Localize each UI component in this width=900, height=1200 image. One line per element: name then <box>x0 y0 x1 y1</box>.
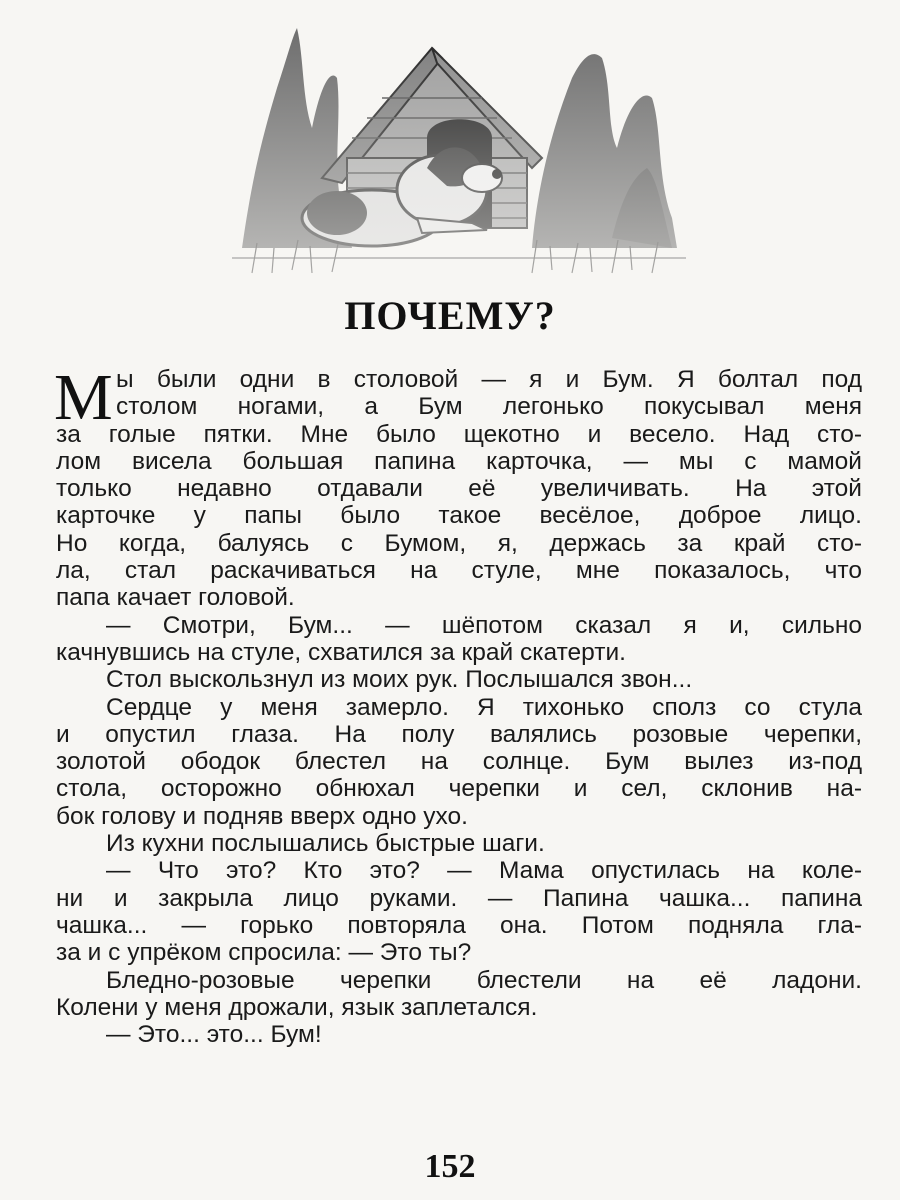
text-line: Но когда, балуясь с Бумом, я, держась за край сто- <box>56 529 862 557</box>
page-number: 152 <box>424 1148 476 1185</box>
dog-kennel-illustration <box>232 18 686 280</box>
text-line: ы были одни в столовой — я и Бум. Я болтал под <box>116 366 862 393</box>
text-line: за и с упрёком спросила: — Это ты? <box>56 939 472 967</box>
text-line: качнувшись на стуле, схватился за край скатерти. <box>56 638 626 666</box>
text-line: Бледно-розовые черепки блестели на её ладони. <box>106 966 862 994</box>
story-body <box>54 361 862 1049</box>
text-line: Сердце у меня замерло. Я тихонько сполз со стула <box>106 693 862 721</box>
text-line: за голые пятки. Мне было щекотно и весело. Над сто- <box>56 420 862 448</box>
text-line: стола, осторожно обнюхал черепки и сел, склонив на- <box>56 775 862 803</box>
text-line: Колени у меня дрожали, язык заплетался. <box>56 993 538 1021</box>
story-title: ПОЧЕМУ? <box>344 293 556 338</box>
text-line: Стол выскользнул из моих рук. Послышался звон... <box>106 666 693 694</box>
text-line: ни и закрыла лицо руками. — Папина чашка... папина <box>56 884 862 912</box>
text-line: и опустил глаза. На полу валялись розовые черепки, <box>56 720 862 748</box>
text-line: — Это... это... Бум! <box>106 1021 322 1049</box>
text-line: Из кухни послышались быстрые шаги. <box>106 830 545 858</box>
drop-cap: М <box>54 361 113 434</box>
text-line: чашка... — горько повторяла она. Потом подняла гла- <box>56 911 862 939</box>
text-line: — Что это? Кто это? — Мама опустилась на коле- <box>106 857 862 885</box>
text-line: папа качает головой. <box>56 584 295 612</box>
text-line: — Смотри, Бум... — шёпотом сказал я и, сильно <box>106 611 862 639</box>
text-line: золотой ободок блестел на солнце. Бум вылез из-под <box>56 748 862 776</box>
text-line: лом висела большая папина карточка, — мы с мамой <box>56 447 862 475</box>
text-line: бок голову и подняв вверх одно ухо. <box>56 802 468 830</box>
text-line: карточке у папы было такое весёлое, доброе лицо. <box>56 502 862 530</box>
text-line: только недавно отдавали её увеличивать. На этой <box>56 475 862 503</box>
text-line: ла, стал раскачиваться на стуле, мне показалось, что <box>56 557 862 585</box>
text-line: столом ногами, а Бум легонько покусывал меня <box>116 393 862 421</box>
